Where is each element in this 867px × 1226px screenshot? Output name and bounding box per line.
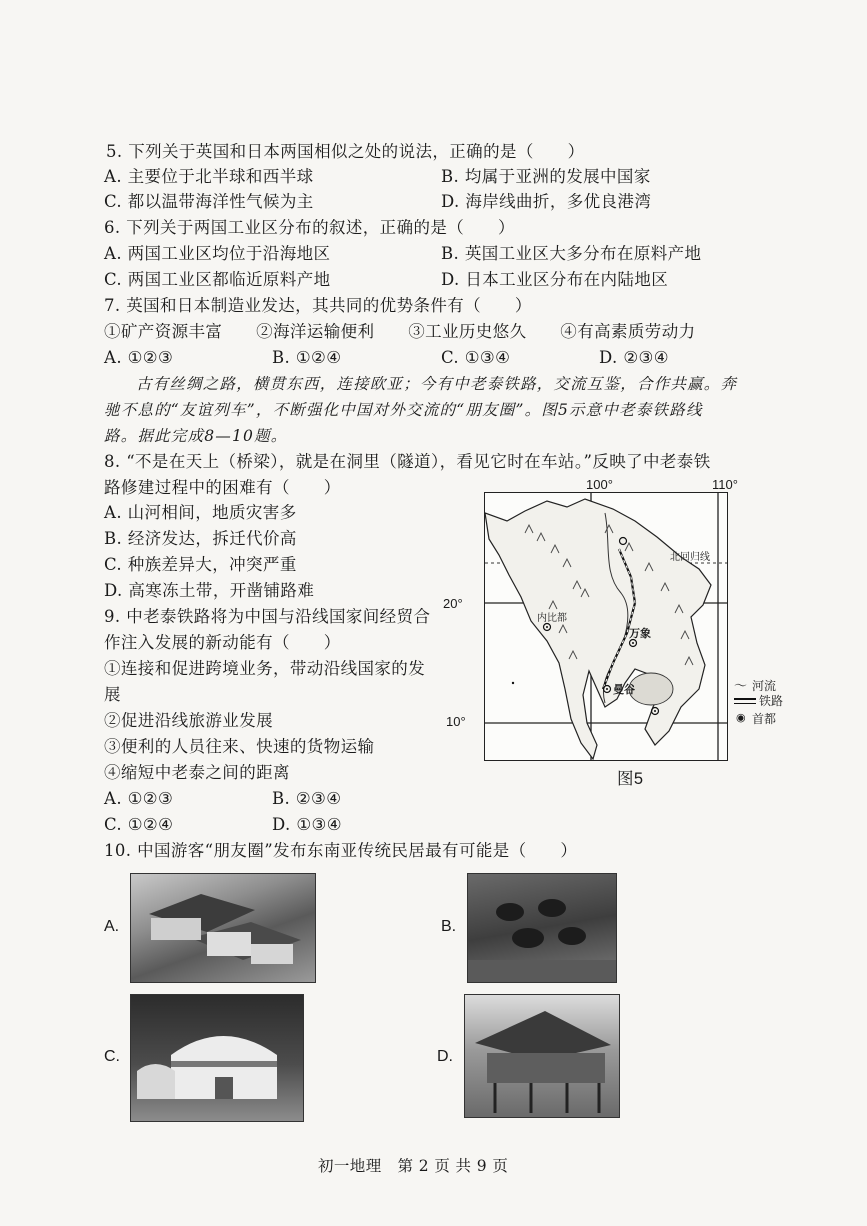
- passage-line-3: 路。据此完成8—10题。: [104, 427, 288, 445]
- q6-option-c: C. 两国工业区都临近原料产地: [104, 270, 331, 289]
- q8-option-d: D. 高寒冻土带，开凿铺路难: [104, 581, 315, 600]
- q9-item-1: ①连接和促进跨境业务，带动沿线国家的发: [104, 659, 426, 678]
- map-lake: [629, 673, 673, 705]
- q5-option-a: A. 主要位于北半球和西半球: [104, 167, 314, 186]
- q9-item-4: ④缩短中老泰之间的距离: [104, 763, 290, 782]
- q8-option-a: A. 山河相间，地质灾害多: [104, 503, 297, 522]
- map-city-bangkok: 曼谷: [613, 684, 635, 696]
- q8-stem-line-1: 8. “不是在天上（桥梁），就是在洞里（隧道），看见它时在车站。”反映了中老泰铁: [104, 452, 711, 471]
- q7-items: ①矿产资源丰富 ②海洋运输便利 ③工业历史悠久 ④有高素质劳动力: [104, 322, 696, 341]
- q5-option-b: B. 均属于亚洲的发展中国家: [441, 167, 651, 186]
- q10-option-a-label: A.: [104, 918, 120, 935]
- q10-option-d-image: [464, 994, 620, 1118]
- q9-option-b: B. ②③④: [272, 789, 342, 808]
- q7-option-c: C. ①③④: [441, 348, 511, 367]
- q10-option-d-label: D.: [437, 1048, 453, 1065]
- legend-rail-label: 铁路: [759, 694, 784, 708]
- q7-option-b: B. ①②④: [272, 348, 342, 367]
- passage-line-1: 古有丝绸之路，横贯东西，连接欧亚；今有中老泰铁路，交流互鉴，合作共赢。奔: [136, 375, 738, 393]
- q10-option-c-label: C.: [104, 1048, 120, 1065]
- legend-rail-icon: [734, 698, 756, 704]
- map-lon-100: 100°: [586, 477, 613, 492]
- q9-stem-line-2: 作注入发展的新动能有（ ）: [104, 633, 341, 652]
- q5-option-d: D. 海岸线曲折，多优良港湾: [441, 192, 652, 211]
- q5-stem: 5. 下列关于英国和日本两国相似之处的说法，正确的是（ ）: [106, 142, 585, 161]
- map-figure-5: [484, 492, 728, 761]
- q9-item-3: ③便利的人员往来、快速的货物运输: [104, 737, 375, 756]
- cave-dwelling-picture: [468, 874, 616, 982]
- map-lat-10: 10°: [446, 714, 466, 729]
- legend-river-icon: 〜: [734, 678, 748, 693]
- q9-item-2: ②促进沿线旅游业发展: [104, 711, 273, 730]
- q9-option-d: D. ①③④: [272, 815, 342, 834]
- q8-option-c: C. 种族差异大，冲突严重: [104, 555, 297, 574]
- legend-capital-icon: ◉: [736, 712, 746, 724]
- q9-option-a: A. ①②③: [104, 789, 174, 808]
- passage-line-2: 驰不息的“友谊列车”，不断强化中国对外交流的“朋友圈”。图5示意中老泰铁路线: [104, 401, 703, 419]
- q5-option-c: C. 都以温带海洋性气候为主: [104, 192, 314, 211]
- q10-stem: 10. 中国游客“朋友圈”发布东南亚传统民居最有可能是（ ）: [104, 841, 578, 860]
- stilt-house-picture: [465, 995, 619, 1117]
- q7-option-a: A. ①②③: [104, 348, 174, 367]
- q6-option-a: A. 两国工业区均位于沿海地区: [104, 244, 331, 263]
- q9-stem-line-1: 9. 中老泰铁路将为中国与沿线国家间经贸合: [104, 607, 431, 626]
- map-drawing: [485, 493, 727, 760]
- map-caption: 图5: [617, 770, 644, 788]
- q7-option-d: D. ②③④: [599, 348, 669, 367]
- legend-river-label: 河流: [752, 679, 777, 693]
- q8-stem-line-2: 路修建过程中的困难有（ ）: [104, 478, 341, 497]
- legend-capital-label: 首都: [752, 712, 777, 726]
- map-city-vientiane: 万象: [629, 628, 651, 640]
- q7-stem: 7. 英国和日本制造业发达，其共同的优势条件有（ ）: [104, 296, 532, 315]
- yurt-picture: [131, 995, 303, 1121]
- page-footer: 初一地理 第 2 页 共 9 页: [318, 1157, 509, 1175]
- map-lat-20: 20°: [443, 596, 463, 611]
- map-lon-110: 110°: [712, 477, 738, 492]
- q6-option-d: D. 日本工业区分布在内陆地区: [441, 270, 669, 289]
- q8-option-b: B. 经济发达，拆迁代价高: [104, 529, 297, 548]
- q10-option-a-image: [130, 873, 316, 983]
- q10-option-b-image: [467, 873, 617, 983]
- courtyard-house-picture: [131, 874, 315, 982]
- q10-option-c-image: [130, 994, 304, 1122]
- q9-item-1-cont: 展: [104, 685, 121, 704]
- q6-option-b: B. 英国工业区大多分布在原料产地: [441, 244, 702, 263]
- map-tropic-label: 北回归线: [670, 552, 710, 563]
- q9-option-c: C. ①②④: [104, 815, 174, 834]
- q10-option-b-label: B.: [441, 918, 457, 935]
- map-city-naypyidaw: 内比都: [537, 613, 567, 624]
- q6-stem: 6. 下列关于两国工业区分布的叙述，正确的是（ ）: [104, 218, 515, 237]
- map-land: [485, 499, 711, 759]
